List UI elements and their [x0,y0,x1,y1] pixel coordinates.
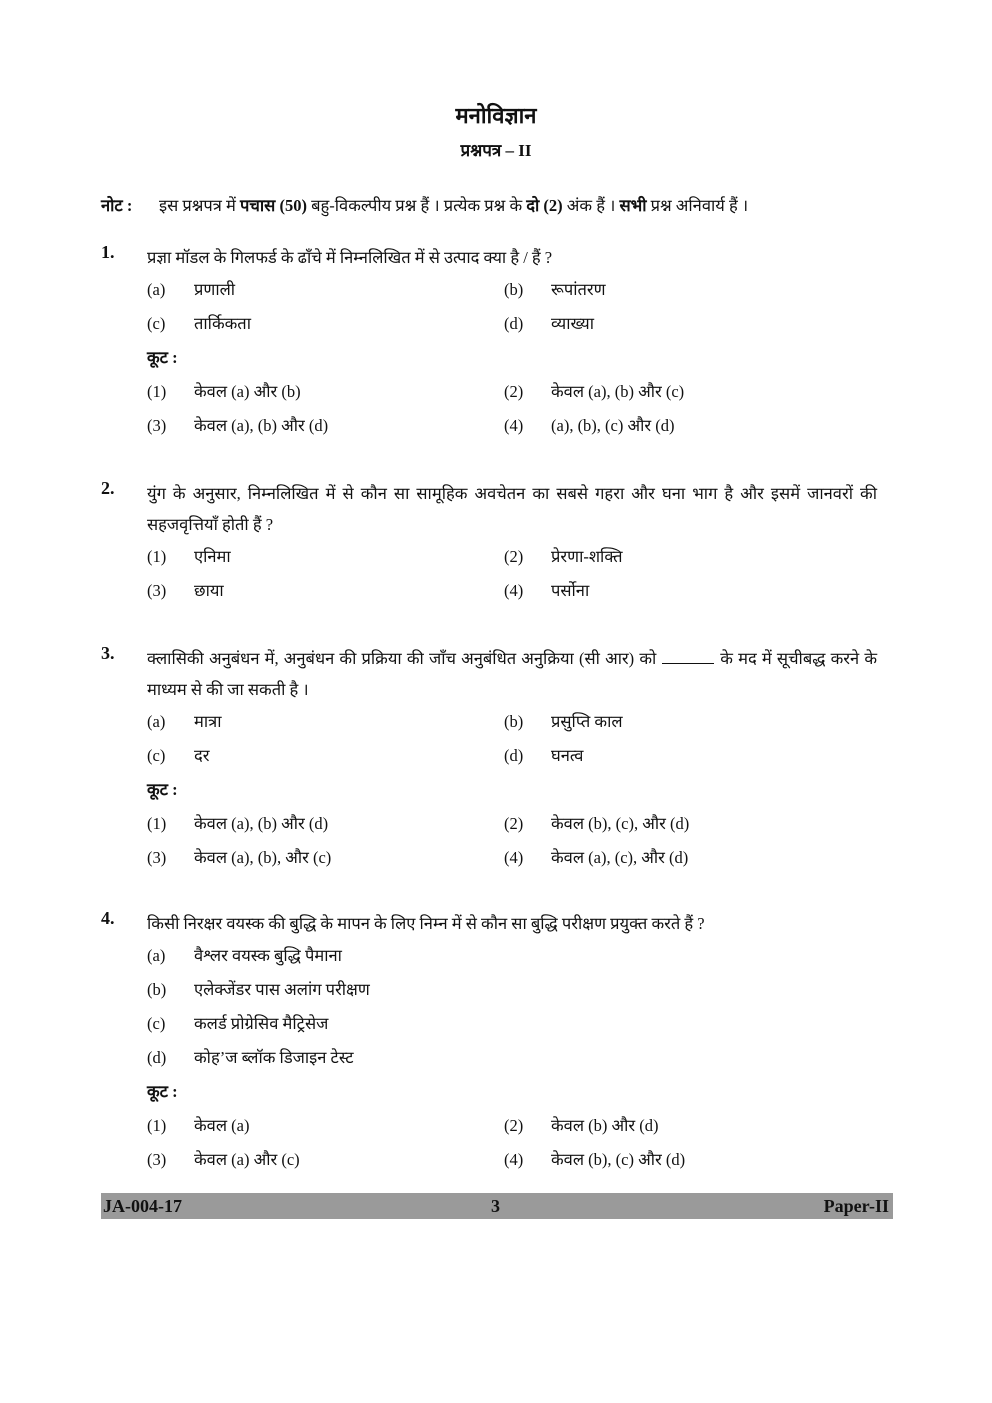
item-text: वैश्लर वयस्क बुद्धि पैमाना [194,946,342,965]
option-key: (1) [147,547,167,566]
item-text: एलेक्जेंडर पास अलांग परीक्षण [194,980,370,999]
item-row [147,1007,877,1041]
question-stem [147,643,877,705]
code-label: कूट : [147,348,178,367]
question-2 [101,478,877,608]
note-text: अंक हैं । [562,196,620,215]
item-row [147,739,877,773]
option-key: (4) [504,581,524,600]
paper-label: Paper-II [823,1196,889,1216]
fill-in-blank [662,663,714,664]
list-item [147,705,222,739]
question-stem: युंग के अनुसार, निम्नलिखित में से कौन सा सामूहिक अवचेतन का सबसे गहरा और घना भाग है और इसमें जानवरों की सहजवृत्तियाँ होती हैं ? [147,484,877,534]
question-number: 3. [101,643,115,663]
item-key: (c) [147,1014,166,1033]
item-text: घनत्व [551,746,584,765]
answer-option-4[interactable] [504,1143,685,1177]
option-key: (3) [147,1150,167,1169]
option-text: पर्सोना [551,581,590,600]
paper-code: JA-004-17 [103,1196,182,1216]
list-item [147,1007,328,1041]
code-label: कूट : [147,1082,178,1101]
question-number: 2. [101,478,115,498]
option-row [147,540,877,574]
item-key: (d) [147,1048,167,1067]
list-item [147,973,370,1007]
item-row [147,307,877,341]
page-number: 3 [491,1196,500,1216]
option-text: केवल (a), (c), और (d) [551,848,689,867]
option-text: केवल (a) और (c) [194,1150,300,1169]
list-item [504,273,606,307]
item-row [147,973,877,1007]
item-text: मात्रा [194,712,222,731]
item-text: तार्किकता [194,314,251,333]
item-text: दर [194,746,210,765]
option-text: केवल (b) और (d) [551,1116,659,1135]
question-number: 1. [101,242,115,262]
item-key: (a) [147,712,166,731]
note-text: प्रश्न अनिवार्य हैं । [646,196,749,215]
item-text: प्रसुप्ति काल [551,712,623,731]
note-bold-marks: दो (2) [526,196,563,215]
option-row [147,574,877,608]
item-key: (a) [147,946,166,965]
option-text: (a), (b), (c) और (d) [551,416,675,435]
list-item [147,307,251,341]
list-item [504,307,594,341]
stem-text: के मद में सूचीबद्ध करने के माध्यम से की जा सकती है । [147,649,877,699]
item-row [147,705,877,739]
option-text: एनिमा [194,547,231,566]
answer-option-3[interactable] [147,574,224,608]
list-item [504,739,583,773]
option-row [147,1109,877,1143]
item-key: (a) [147,280,166,299]
item-text: कोह’ज ब्लॉक डिजाइन टेस्ट [194,1048,354,1067]
answer-option-2[interactable] [504,375,684,409]
answer-option-1[interactable] [147,540,231,574]
option-text: छाया [194,581,224,600]
option-row [147,409,877,443]
note-bold-count: पचास (50) [240,196,307,215]
answer-option-1[interactable] [147,1109,249,1143]
item-key: (b) [147,980,167,999]
answer-option-3[interactable] [147,409,328,443]
item-key: (c) [147,746,166,765]
item-row [147,939,877,973]
option-key: (1) [147,814,167,833]
option-key: (1) [147,1116,167,1135]
option-text: प्रेरणा-शक्ति [551,547,623,566]
paper-subtitle: प्रश्नपत्र – II [460,141,532,160]
question-stem: किसी निरक्षर वयस्क की बुद्धि के मापन के लिए निम्न में से कौन सा बुद्धि परीक्षण प्रयुक्त करते हैं ? [147,914,705,933]
list-item [147,273,235,307]
option-text: केवल (b), (c) और (d) [551,1150,686,1169]
answer-option-4[interactable] [504,574,589,608]
page-footer [101,1193,893,1219]
option-row [147,807,877,841]
item-row [147,1041,877,1075]
item-key: (c) [147,314,166,333]
option-key: (2) [504,547,524,566]
option-text: केवल (b), (c), और (d) [551,814,690,833]
answer-option-2[interactable] [504,540,623,574]
answer-option-3[interactable] [147,1143,300,1177]
option-row [147,375,877,409]
question-1 [101,242,877,443]
answer-option-4[interactable] [504,409,674,443]
option-key: (4) [504,1150,524,1169]
option-key: (3) [147,416,167,435]
option-text: केवल (a) [194,1116,250,1135]
answer-option-2[interactable] [504,807,689,841]
answer-option-1[interactable] [147,375,301,409]
answer-option-1[interactable] [147,807,328,841]
item-text: रूपांतरण [551,280,606,299]
note-text: बहु-विकल्पीय प्रश्न हैं । प्रत्येक प्रश्न के [306,196,527,215]
list-item [147,939,342,973]
option-key: (2) [504,1116,524,1135]
list-item [504,705,623,739]
option-key: (2) [504,382,524,401]
stem-text: क्लासिकी अनुबंधन में, अनुबंधन की प्रक्रिया की जाँच अनुबंधित अनुक्रिया (सी आर) को [147,649,657,668]
note-text: इस प्रश्नपत्र में [159,196,241,215]
item-key: (b) [504,712,524,731]
option-text: केवल (a), (b) और (d) [194,416,329,435]
list-item [147,1041,354,1075]
item-text: कलर्ड प्रोग्रेसिव मैट्रिसेज [194,1014,329,1033]
page-title: मनोविज्ञान [455,103,537,128]
option-text: केवल (a), (b), और (c) [194,848,332,867]
option-text: केवल (a) और (b) [194,382,301,401]
question-4 [101,908,877,1177]
answer-option-4[interactable] [504,841,688,875]
item-text: व्याख्या [551,314,594,333]
option-key: (4) [504,848,524,867]
instructions-note [101,193,891,216]
item-row [147,273,877,307]
item-key: (d) [504,314,524,333]
option-key: (4) [504,416,524,435]
item-key: (b) [504,280,524,299]
question-3 [101,643,877,875]
answer-option-2[interactable] [504,1109,659,1143]
item-key: (d) [504,746,524,765]
question-stem: प्रज्ञा मॉडल के गिलफर्ड के ढाँचे में निम्नलिखित में से उत्पाद क्या है / हैं ? [147,248,553,267]
option-row [147,841,877,875]
note-label: नोट : [101,196,133,215]
option-text: केवल (a), (b) और (d) [194,814,329,833]
code-label: कूट : [147,780,178,799]
option-text: केवल (a), (b) और (c) [551,382,685,401]
note-bold-all: सभी [619,196,647,215]
option-key: (3) [147,581,167,600]
item-text: प्रणाली [194,280,236,299]
option-key: (3) [147,848,167,867]
list-item [147,739,210,773]
option-key: (1) [147,382,167,401]
option-key: (2) [504,814,524,833]
question-number: 4. [101,908,115,928]
option-row [147,1143,877,1177]
answer-option-3[interactable] [147,841,331,875]
